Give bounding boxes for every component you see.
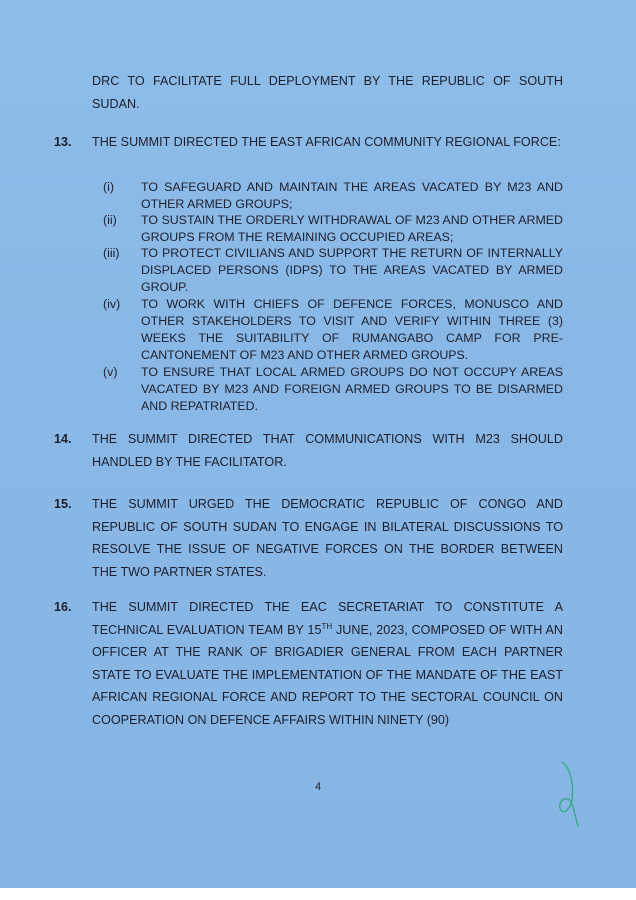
page-number: 4 [314,781,322,793]
sub-text-v: TO ENSURE THAT LOCAL ARMED GROUPS DO NOT OCCUPY AREAS VACATED BY M23 AND FOREIGN ARMED GROUPS TO BE DISARMED AND REPATRIATED. [141,365,563,413]
sub-text-ii: TO SUSTAIN THE ORDERLY WITHDRAWAL OF M23 AND OTHER ARMED GROUPS FROM THE REMAINING OCCUPIED AREAS; [141,213,563,244]
intro-paragraph: DRC TO FACILITATE FULL DEPLOYMENT BY THE REPUBLIC OF SOUTH SUDAN. [92,74,563,111]
item-text-14: THE SUMMIT DIRECTED THAT COMMUNICATIONS WITH M23 SHOULD HANDLED BY THE FACILITATOR. [92,432,563,469]
item-text-16-part1: THE SUMMIT DIRECTED THE EAC SECRETARIAT TO CONSTITUTE A TECHNICAL EVALUATION TEAM BY 15 [92,600,563,637]
sub-numeral-iii: (iii) [103,246,120,260]
item-text-15: THE SUMMIT URGED THE DEMOCRATIC REPUBLIC OF CONGO AND REPUBLIC OF SOUTH SUDAN TO ENGAGE IN BILATERAL DISCUSSIONS TO RESOLVE THE ISSUE OF NEGATIVE FORCES ON THE BORDER BETWEEN THE TWO PARTNER STATES. [92,497,563,579]
item-number-13: 13. [54,135,72,149]
item-number-16: 16. [54,600,72,614]
sub-text-i: TO SAFEGUARD AND MAINTAIN THE AREAS VACATED BY M23 AND OTHER ARMED GROUPS; [141,180,563,211]
sub-numeral-i: (i) [103,180,115,194]
sub-text-iv: TO WORK WITH CHIEFS OF DEFENCE FORCES, MONUSCO AND OTHER STAKEHOLDERS TO VISIT AND VERIFY WITHIN THREE (3) WEEKS THE SUITABILITY OF RUMANGABO CAMP FOR PRE-CANTONEMENT OF M23 AND OTHER ARMED GROUPS. [141,297,563,362]
item-number-15: 15. [54,497,72,511]
item-number-14: 14. [54,432,72,446]
sub-text-iii: TO PROTECT CIVILIANS AND SUPPORT THE RETURN OF INTERNALLY DISPLACED PERSONS (IDPS) TO THE AREAS VACATED BY ARMED GROUP. [141,246,563,294]
item-text-16 [92,596,563,731]
page-bottom-margin [0,888,636,900]
sub-numeral-v: (v) [103,365,118,379]
item-text-13: THE SUMMIT DIRECTED THE EAST AFRICAN COMMUNITY REGIONAL FORCE: [92,135,561,149]
item-text-16-part2: JUNE, 2023, COMPOSED OF WITH AN OFFICER AT THE RANK OF BRIGADIER GENERAL FROM EACH PARTNER STATE TO EVALUATE THE IMPLEMENTATION OF THE MANDATE OF THE EAST AFRICAN REGIONAL FORCE AND REPORT TO THE SECTORAL COUNCIL ON COOPERATION ON DEFENCE AFFAIRS WITHIN NINETY (90) [92,622,564,727]
handwritten-initial-icon [548,760,588,830]
sub-numeral-iv: (iv) [103,297,121,311]
item-text-16-superscript: TH [321,621,333,631]
sub-numeral-ii: (ii) [103,213,117,227]
